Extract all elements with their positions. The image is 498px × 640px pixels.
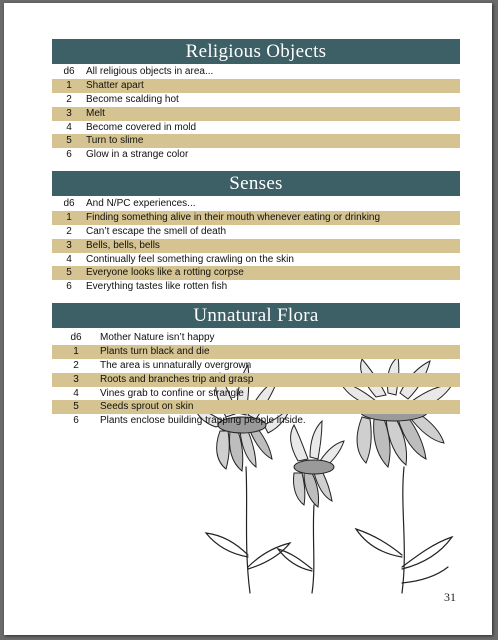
row-text: Can’t escape the smell of death <box>86 225 227 237</box>
document-page <box>4 3 492 635</box>
row-number: 1 <box>66 211 72 223</box>
table-row <box>52 93 460 107</box>
row-number: 3 <box>66 239 72 251</box>
unnatural-flora-table <box>52 303 460 428</box>
table-row <box>52 387 460 401</box>
row-text: Finding something alive in their mouth whenever eating or drinking <box>86 211 381 223</box>
row-text: Become covered in mold <box>86 121 197 133</box>
row-text: Melt <box>86 107 105 119</box>
section-title-unnatural-flora: Unnatural Flora <box>52 303 460 328</box>
table-row <box>52 148 460 162</box>
row-number: 5 <box>66 267 72 279</box>
religious-objects-table <box>52 39 460 162</box>
table-row <box>52 400 460 414</box>
page-number: 31 <box>444 590 456 604</box>
row-number: 6 <box>66 149 72 161</box>
table-row <box>52 79 460 93</box>
section-title-religious-objects: Religious Objects <box>52 39 460 64</box>
row-number: 6 <box>73 415 79 427</box>
table-row <box>52 134 460 148</box>
row-number: 4 <box>66 253 72 265</box>
table-header-row <box>52 197 460 211</box>
table-header-row <box>52 331 460 345</box>
table-intro-text: Mother Nature isn’t happy <box>100 331 215 343</box>
row-number: 2 <box>66 225 72 237</box>
table-row <box>52 266 460 280</box>
table-row <box>52 345 460 359</box>
row-number: 2 <box>66 93 72 105</box>
senses-table <box>52 171 460 294</box>
die-label: d6 <box>70 331 82 343</box>
table-row <box>52 211 460 225</box>
row-text: Everyone looks like a rotting corpse <box>86 267 244 279</box>
row-text: The area is unnaturally overgrown <box>100 359 252 371</box>
table-header-row <box>52 65 460 79</box>
row-number: 5 <box>66 135 72 147</box>
row-number: 2 <box>73 359 79 371</box>
table-row <box>52 414 460 428</box>
row-number: 4 <box>73 387 79 399</box>
row-text: Shatter apart <box>86 79 144 91</box>
row-text: Vines grab to confine or strangle <box>100 387 244 399</box>
row-number: 6 <box>66 281 72 293</box>
row-number: 1 <box>66 79 72 91</box>
row-number: 3 <box>66 107 72 119</box>
row-text: Become scalding hot <box>86 93 179 105</box>
table-row <box>52 359 460 373</box>
table-row <box>52 373 460 387</box>
row-text: Turn to slime <box>86 135 144 147</box>
row-text: Seeds sprout on skin <box>100 401 194 413</box>
table-intro-text: And N/PC experiences... <box>86 197 196 209</box>
row-text: Plants enclose building trapping people inside. <box>100 415 306 427</box>
row-number: 4 <box>66 121 72 133</box>
row-text: Roots and branches trip and grasp <box>100 373 254 385</box>
table-row <box>52 239 460 253</box>
row-text: Bells, bells, bells <box>86 239 160 251</box>
row-number: 5 <box>73 401 79 413</box>
row-number: 3 <box>73 373 79 385</box>
table-row <box>52 121 460 135</box>
row-number: 1 <box>73 345 79 357</box>
table-row <box>52 107 460 121</box>
die-label: d6 <box>63 197 75 209</box>
table-row <box>52 280 460 294</box>
table-intro-text: All religious objects in area... <box>86 65 214 77</box>
row-text: Plants turn black and die <box>100 345 210 357</box>
table-row <box>52 225 460 239</box>
row-text: Everything tastes like rotten fish <box>86 281 228 293</box>
section-title-senses: Senses <box>52 171 460 196</box>
table-row <box>52 253 460 267</box>
die-label: d6 <box>63 65 75 77</box>
row-text: Continually feel something crawling on the skin <box>86 253 294 265</box>
row-text: Glow in a strange color <box>86 149 189 161</box>
